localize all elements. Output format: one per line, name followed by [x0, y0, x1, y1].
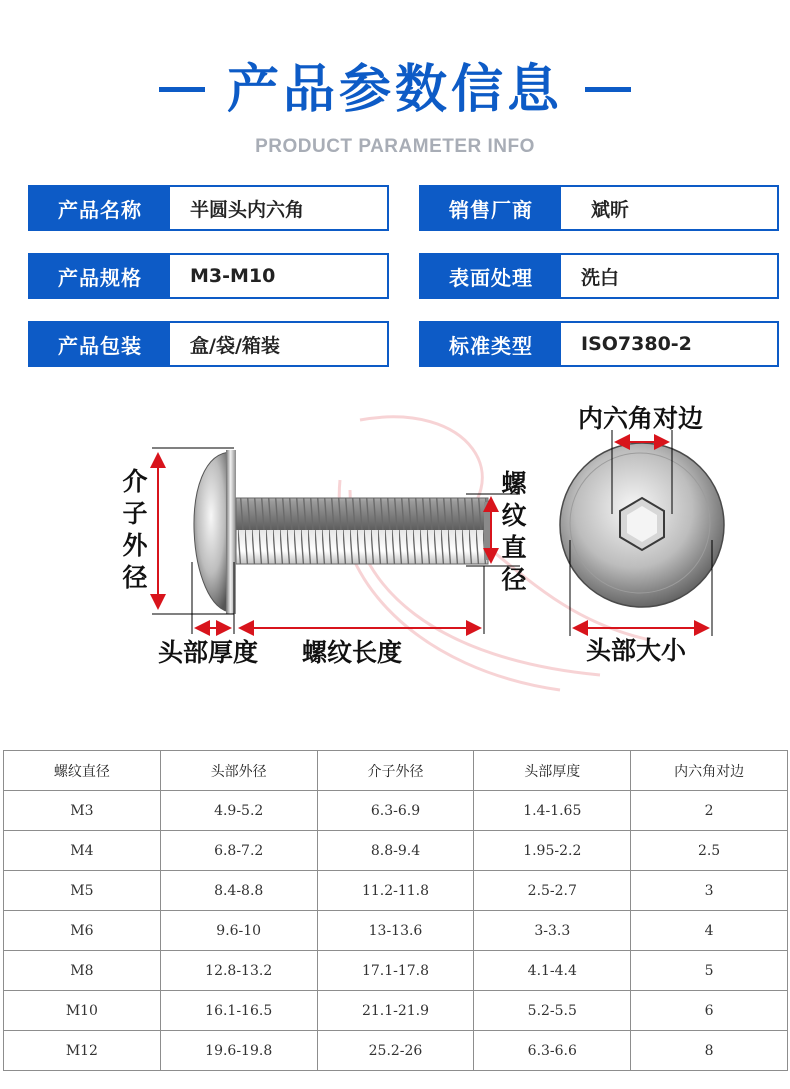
- table-header-cell: 介子外径: [317, 751, 474, 791]
- table-cell: 16.1-16.5: [160, 991, 317, 1031]
- table-row: [4, 951, 788, 991]
- table-cell: 2: [631, 791, 788, 831]
- param-product-name: [28, 185, 389, 231]
- dimension-diagram: [0, 390, 790, 720]
- param-value: 洗白: [581, 266, 620, 289]
- table-cell: M3: [4, 791, 161, 831]
- table-cell: 5.2-5.5: [474, 991, 631, 1031]
- table-cell: 6.8-7.2: [160, 831, 317, 871]
- param-surface-treatment: [419, 253, 779, 299]
- table-cell: 2.5-2.7: [474, 871, 631, 911]
- table-row: [4, 991, 788, 1031]
- thread-diameter-label: 螺纹直径: [501, 469, 527, 594]
- table-cell: 5: [631, 951, 788, 991]
- page-title-text: 产品参数信息: [226, 60, 563, 120]
- table-cell: 6.3-6.6: [474, 1031, 631, 1071]
- table-cell: 3: [631, 871, 788, 911]
- param-manufacturer: [419, 185, 779, 231]
- title-dash-right: [585, 87, 631, 92]
- table-cell: 4.1-4.4: [474, 951, 631, 991]
- param-label: 产品包装: [30, 323, 170, 365]
- page-title: [0, 58, 790, 122]
- table-cell: 11.2-11.8: [317, 871, 474, 911]
- table-cell: 8.8-9.4: [317, 831, 474, 871]
- table-cell: 4: [631, 911, 788, 951]
- head-top-view: [560, 443, 724, 607]
- table-header-cell: 内六角对边: [631, 751, 788, 791]
- table-row: [4, 911, 788, 951]
- param-standard-type: [419, 321, 779, 367]
- table-cell: 1.95-2.2: [474, 831, 631, 871]
- table-cell: 19.6-19.8: [160, 1031, 317, 1071]
- table-header-cell: 螺纹直径: [4, 751, 161, 791]
- param-label: 表面处理: [421, 255, 561, 297]
- title-dash-left: [159, 87, 205, 92]
- param-value: ISO7380-2: [581, 333, 692, 355]
- param-specification: [28, 253, 389, 299]
- table-cell: 13-13.6: [317, 911, 474, 951]
- table-cell: 6.3-6.9: [317, 791, 474, 831]
- head-size-label: 头部大小: [586, 636, 687, 665]
- param-label: 标准类型: [421, 323, 561, 365]
- table-cell: 17.1-17.8: [317, 951, 474, 991]
- table-cell: M6: [4, 911, 161, 951]
- table-cell: 4.9-5.2: [160, 791, 317, 831]
- table-cell: 8.4-8.8: [160, 871, 317, 911]
- table-cell: 3-3.3: [474, 911, 631, 951]
- table-cell: M4: [4, 831, 161, 871]
- table-cell: 1.4-1.65: [474, 791, 631, 831]
- param-value: M3-M10: [190, 265, 276, 287]
- param-value: 半圆头内六角: [190, 198, 305, 221]
- table-header-row: [4, 751, 788, 791]
- page-subtitle: PRODUCT PARAMETER INFO: [255, 136, 535, 157]
- bolt-drawing: [0, 390, 790, 720]
- table-header-cell: 头部外径: [160, 751, 317, 791]
- table-cell: 9.6-10: [160, 911, 317, 951]
- param-label: 产品规格: [30, 255, 170, 297]
- collar-diameter-label: 介子外径: [122, 467, 148, 592]
- table-cell: M8: [4, 951, 161, 991]
- table-cell: 8: [631, 1031, 788, 1071]
- hex-across-flats-label: 内六角对边: [578, 404, 704, 433]
- head-thickness-label: 头部厚度: [158, 638, 259, 667]
- param-label: 销售厂商: [421, 187, 561, 229]
- table-cell: M12: [4, 1031, 161, 1071]
- table-cell: 12.8-13.2: [160, 951, 317, 991]
- param-value: 斌昕: [591, 198, 630, 221]
- table-row: [4, 871, 788, 911]
- param-packaging: [28, 321, 389, 367]
- table-cell: M5: [4, 871, 161, 911]
- thread-length-label: 螺纹长度: [302, 638, 403, 667]
- table-header-cell: 头部厚度: [474, 751, 631, 791]
- table-cell: 25.2-26: [317, 1031, 474, 1071]
- table-row: [4, 1031, 788, 1071]
- table-cell: M10: [4, 991, 161, 1031]
- table-cell: 21.1-21.9: [317, 991, 474, 1031]
- param-label: 产品名称: [30, 187, 170, 229]
- table-row: [4, 791, 788, 831]
- table-row: [4, 831, 788, 871]
- table-cell: 2.5: [631, 831, 788, 871]
- param-value: 盒/袋/箱装: [190, 334, 280, 357]
- table-cell: 6: [631, 991, 788, 1031]
- spec-table: [3, 750, 788, 1071]
